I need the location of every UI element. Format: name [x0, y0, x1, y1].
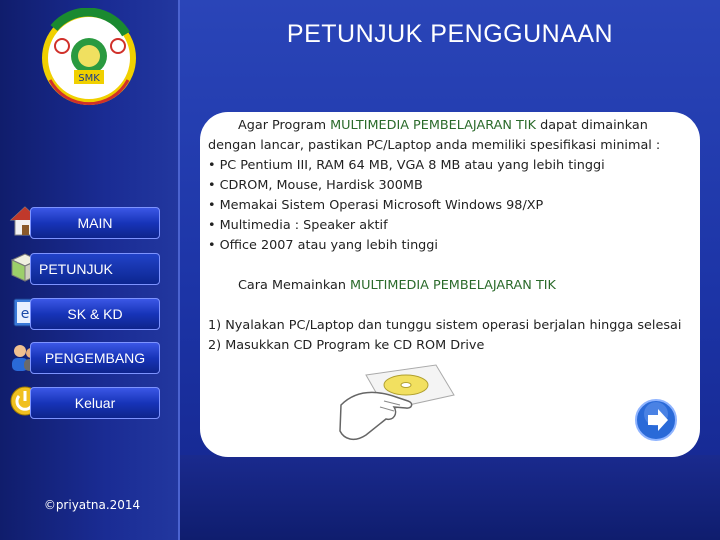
nav-button-petunjuk[interactable]: [30, 253, 160, 285]
sidebar-divider: [178, 0, 180, 540]
intro-text: Agar Program: [238, 118, 331, 133]
cara-heading: [208, 276, 698, 296]
copyright: ©priyatna.2014: [43, 498, 141, 512]
nav-button-pengembang[interactable]: [30, 342, 160, 374]
nav-label-pengembang: PENGEMBANG: [44, 350, 146, 366]
spec-item: • PC Pentium III, RAM 64 MB, VGA 8 MB atau yang lebih tinggi: [208, 158, 605, 173]
spec-item: • CDROM, Mouse, Hardisk 300MB: [208, 178, 423, 193]
nav-label-sk-kd: SK & KD: [67, 306, 123, 322]
spec-item: • Office 2007 atau yang lebih tinggi: [208, 238, 438, 253]
nav-button-sk-kd[interactable]: [30, 298, 160, 330]
step-item: 2) Masukkan CD Program ke CD ROM Drive: [208, 338, 485, 353]
nav-button-keluar[interactable]: [30, 387, 160, 419]
svg-text:SMK: SMK: [78, 73, 100, 84]
school-logo: [14, 8, 164, 108]
nav-label-keluar: Keluar: [74, 395, 116, 411]
spec-item: • Memakai Sistem Operasi Microsoft Windows 98/XP: [208, 198, 544, 213]
nav-button-main[interactable]: [30, 207, 160, 239]
spec-item: • Multimedia : Speaker aktif: [208, 218, 388, 233]
intro-line-1: [208, 116, 698, 136]
instructions: [208, 116, 698, 356]
next-arrow-icon[interactable]: [634, 398, 678, 442]
page-title: PETUNJUK PENGGUNAAN: [286, 20, 614, 48]
step-item: 1) Nyalakan PC/Laptop dan tunggu sistem operasi berjalan hingga selesai: [208, 318, 682, 333]
nav-label-main: MAIN: [77, 215, 113, 231]
cara-text: Cara Memainkan: [238, 278, 351, 293]
insert-cd-illustration: [336, 355, 456, 450]
intro-text-end: dapat dimainkan: [536, 118, 648, 133]
svg-text:e: e: [20, 306, 30, 322]
intro-line-2: dengan lancar, pastikan PC/Laptop anda memiliki spesifikasi minimal :: [208, 138, 661, 153]
nav-label-petunjuk: PETUNJUK: [39, 261, 113, 277]
intro-highlight: MULTIMEDIA PEMBELAJARAN TIK: [330, 118, 536, 133]
cara-highlight: MULTIMEDIA PEMBELAJARAN TIK: [350, 278, 556, 293]
